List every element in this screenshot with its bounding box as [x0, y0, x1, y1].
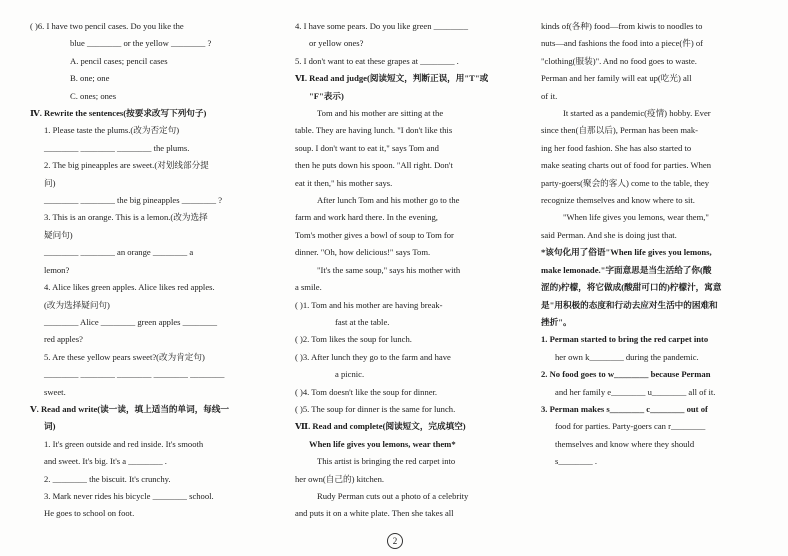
text-line: He goes to school on foot.: [44, 508, 135, 519]
text-line: ing her food fashion. She has also started to: [541, 142, 692, 153]
text-line: dinner. "Oh, how delicious!" says Tom.: [295, 247, 431, 258]
middle-column: [295, 18, 513, 523]
text-line: 3. This is an orange. This is a lemon.(改为选择: [44, 212, 208, 223]
text-line: farm and work hard there. In the evening,: [295, 212, 438, 223]
text-line: 问): [44, 177, 56, 188]
text-line: 2. ________ the biscuit. It's crunchy.: [44, 473, 171, 484]
text-line: 1. Perman started to bring the red carpet into: [541, 334, 709, 345]
text-line: her own(自己的) kitchen.: [295, 473, 385, 484]
text-line: food for parties. Party-goers can r________: [555, 421, 706, 432]
text-line: recognize themselves and know where to sit.: [541, 195, 695, 206]
text-line: "When life gives you lemons, wear them,": [563, 212, 709, 223]
text-line: nuts—and fashions the food into a piece(件) of: [541, 38, 704, 49]
text-line: ( )3. After lunch they go to the farm and have: [295, 351, 451, 362]
text-line: 5. Are these yellow pears sweet?(改为肯定句): [44, 351, 205, 362]
text-line: 3. Perman makes s________ c________ out of: [541, 403, 708, 414]
text-line: 词): [44, 421, 56, 432]
text-line: and puts it on a white plate. Then she takes all: [295, 508, 454, 519]
text-line: Perman and her family will eat up(吃光) all: [541, 73, 692, 84]
text-line: This artist is bringing the red carpet into: [317, 456, 456, 467]
text-line: make seating charts out of food for parties. When: [541, 160, 711, 171]
left-column: [30, 18, 270, 523]
text-line: C. ones; ones: [70, 90, 117, 101]
text-line: a picnic.: [335, 369, 365, 380]
text-line: s________ .: [555, 456, 598, 467]
text-line: Ⅵ. Read and judge(阅读短文，判断正误，用"T"或: [295, 73, 489, 84]
text-line: her own k________ during the pandemic.: [555, 351, 699, 362]
text-line: ( )4. Tom doesn't like the soup for dinner.: [295, 386, 438, 397]
text-line: and sweet. It's big. It's a ________ .: [44, 456, 167, 467]
text-line: Ⅴ. Read and write(读一读，填上适当的单词，每线一: [30, 403, 230, 414]
text-line: said Perman. And she is doing just that.: [541, 229, 677, 240]
text-line: a smile.: [295, 282, 322, 293]
text-line: eat it then," his mother says.: [295, 177, 393, 188]
text-line: 3. Mark never rides his bicycle ________ school.: [44, 490, 214, 501]
text-line: 2. The big pineapples are sweet.(对划线部分提: [44, 160, 209, 171]
text-line: 2. No food goes to w________ because Perman: [541, 369, 711, 380]
text-line: fast at the table.: [335, 316, 390, 327]
text-line: "clothing(服装)". And no food goes to waste.: [541, 55, 697, 66]
text-line: make lemonade."字面意思是当生活给了你(酸: [541, 264, 712, 275]
text-line: ( )1. Tom and his mother are having break-: [295, 299, 443, 310]
text-line: 疑问句): [44, 229, 73, 240]
text-line: ________ ________ ________ the plums.: [44, 142, 190, 153]
text-line: "F"表示): [309, 90, 344, 101]
text-line: 1. It's green outside and red inside. It's smooth: [44, 438, 204, 449]
text-line: ________ ________ ________ ________ ________: [44, 369, 225, 380]
text-line: ( )5. The soup for dinner is the same for lunch.: [295, 403, 456, 414]
text-line: "It's the same soup," says his mother with: [317, 264, 461, 275]
text-line: 5. I don't want to eat these grapes at ________ .: [295, 55, 459, 66]
text-line: then he puts down his spoon. "All right. Don't: [295, 160, 453, 171]
text-line: ________ ________ the big pineapples ________ ?: [44, 195, 223, 206]
text-line: 4. Alice likes green apples. Alice likes red apples.: [44, 282, 215, 293]
page-number: 2: [387, 533, 403, 549]
text-line: lemon?: [44, 264, 70, 275]
text-line: and her family e________ u________ all of it.: [555, 386, 716, 397]
text-line: After lunch Tom and his mother go to the: [317, 195, 460, 206]
right-column: [541, 18, 763, 471]
text-line: Ⅳ. Rewrite the sentences(按要求改写下列句子): [30, 108, 207, 119]
text-line: *该句化用了俗语"When life gives you lemons,: [541, 247, 712, 258]
text-line: party-goers(聚会的客人) come to the table, they: [541, 177, 710, 188]
text-line: or yellow ones?: [309, 38, 364, 49]
text-line: 涩的)柠檬，将它做成(酸甜可口的)柠檬汁，寓意: [541, 282, 722, 293]
text-line: Ⅶ. Read and complete(阅读短文，完成填空): [295, 421, 466, 432]
text-line: blue ________ or the yellow ________ ?: [70, 38, 212, 49]
text-line: table. They are having lunch. "I don't like this: [295, 125, 453, 136]
text-line: B. one; one: [70, 73, 110, 84]
text-line: sweet.: [44, 386, 66, 397]
text-line: It started as a pandemic(疫情) hobby. Ever: [563, 108, 711, 119]
text-line: ________ Alice ________ green apples ________: [44, 316, 218, 327]
text-line: 4. I have some pears. Do you like green ________: [295, 21, 469, 31]
text-line: ________ ________ an orange ________ a: [44, 247, 194, 258]
text-line: kinds of(各种) food—from kiwis to noodles to: [541, 21, 703, 31]
text-line: 挫折"。: [541, 316, 572, 327]
text-line: red apples?: [44, 334, 83, 345]
text-line: (改为选择疑问句): [44, 299, 110, 310]
text-line: 1. Please taste the plums.(改为否定句): [44, 125, 180, 136]
text-line: since then(自那以后), Perman has been mak-: [541, 125, 699, 136]
text-line: ( )2. Tom likes the soup for lunch.: [295, 334, 412, 345]
text-line: of it.: [541, 90, 558, 101]
text-line: Rudy Perman cuts out a photo of a celebrity: [317, 490, 469, 501]
text-line: Tom's mother gives a bowl of soup to Tom for: [295, 229, 454, 240]
text-line: soup. I don't want to eat it," says Tom and: [295, 142, 439, 153]
text-line: themselves and know where they should: [555, 438, 695, 449]
text-line: Tom and his mother are sitting at the: [317, 108, 444, 119]
text-line: 是"用积极的态度和行动去应对生活中的困难和: [541, 299, 718, 310]
text-line: ( )6. I have two pencil cases. Do you like the: [30, 21, 184, 31]
text-line: When life gives you lemons, wear them*: [309, 438, 456, 449]
text-line: A. pencil cases; pencil cases: [70, 55, 168, 66]
